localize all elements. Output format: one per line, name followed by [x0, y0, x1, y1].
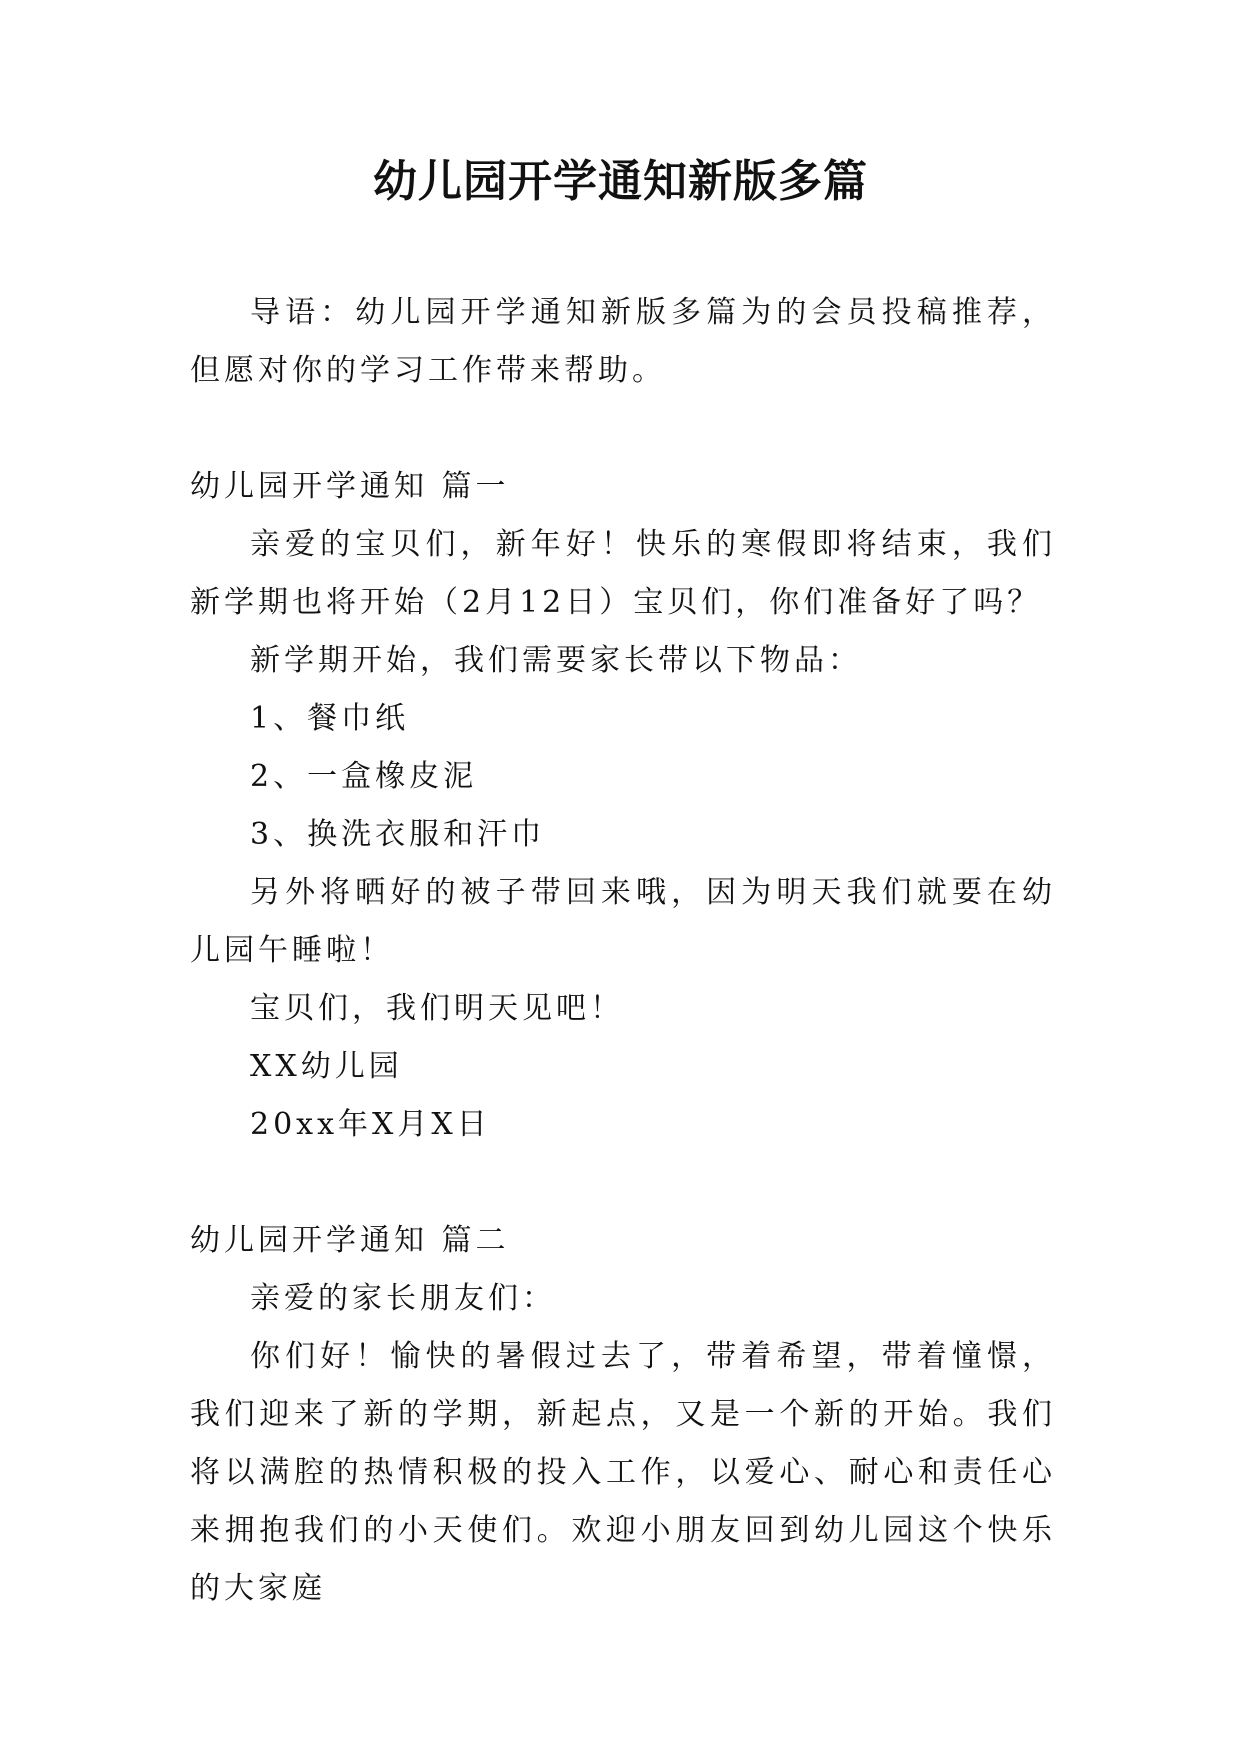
document-body [190, 284, 1056, 1618]
section-1-heading: 幼儿园开学通知 篇一 [190, 469, 510, 504]
section-1-paragraph-3: 另外将晒好的被子带回来哦，因为明天我们就要在幼儿园午睡啦！ [190, 875, 1056, 968]
section-1-list-item-1: 1、餐巾纸 [250, 701, 410, 736]
section-2-greeting: 亲爱的家长朋友们： [250, 1281, 556, 1316]
section-1-date: 20xx年X月X日 [250, 1107, 491, 1142]
intro-paragraph: 导语：幼儿园开学通知新版多篇为的会员投稿推荐，但愿对你的学习工作带来帮助。 [190, 295, 1056, 388]
section-1-list-item-2: 2、一盒橡皮泥 [250, 759, 478, 794]
document-title: 幼儿园开学通知新版多篇 [373, 156, 868, 207]
section-1-signature: XX幼儿园 [250, 1049, 403, 1084]
section-2-heading: 幼儿园开学通知 篇二 [190, 1223, 510, 1258]
section-2-paragraph-1: 你们好！愉快的暑假过去了，带着希望，带着憧憬，我们迎来了新的学期，新起点，又是一个新的开始。我们将以满腔的热情积极的投入工作，以爱心、耐心和责任心来拥抱我们的小天使们。欢迎小朋友回到幼儿园这个快乐的大家庭 [190, 1339, 1056, 1606]
spacer [190, 1154, 1056, 1212]
section-1-paragraph-1: 亲爱的宝贝们，新年好！快乐的寒假即将结束，我们新学期也将开始（2月12日）宝贝们，你们准备好了吗？ [190, 527, 1056, 620]
section-1-paragraph-2: 新学期开始，我们需要家长带以下物品： [250, 643, 862, 678]
spacer [190, 400, 1056, 458]
section-1-list-item-3: 3、换洗衣服和汗巾 [250, 817, 546, 852]
section-1-paragraph-4: 宝贝们，我们明天见吧！ [250, 991, 624, 1026]
